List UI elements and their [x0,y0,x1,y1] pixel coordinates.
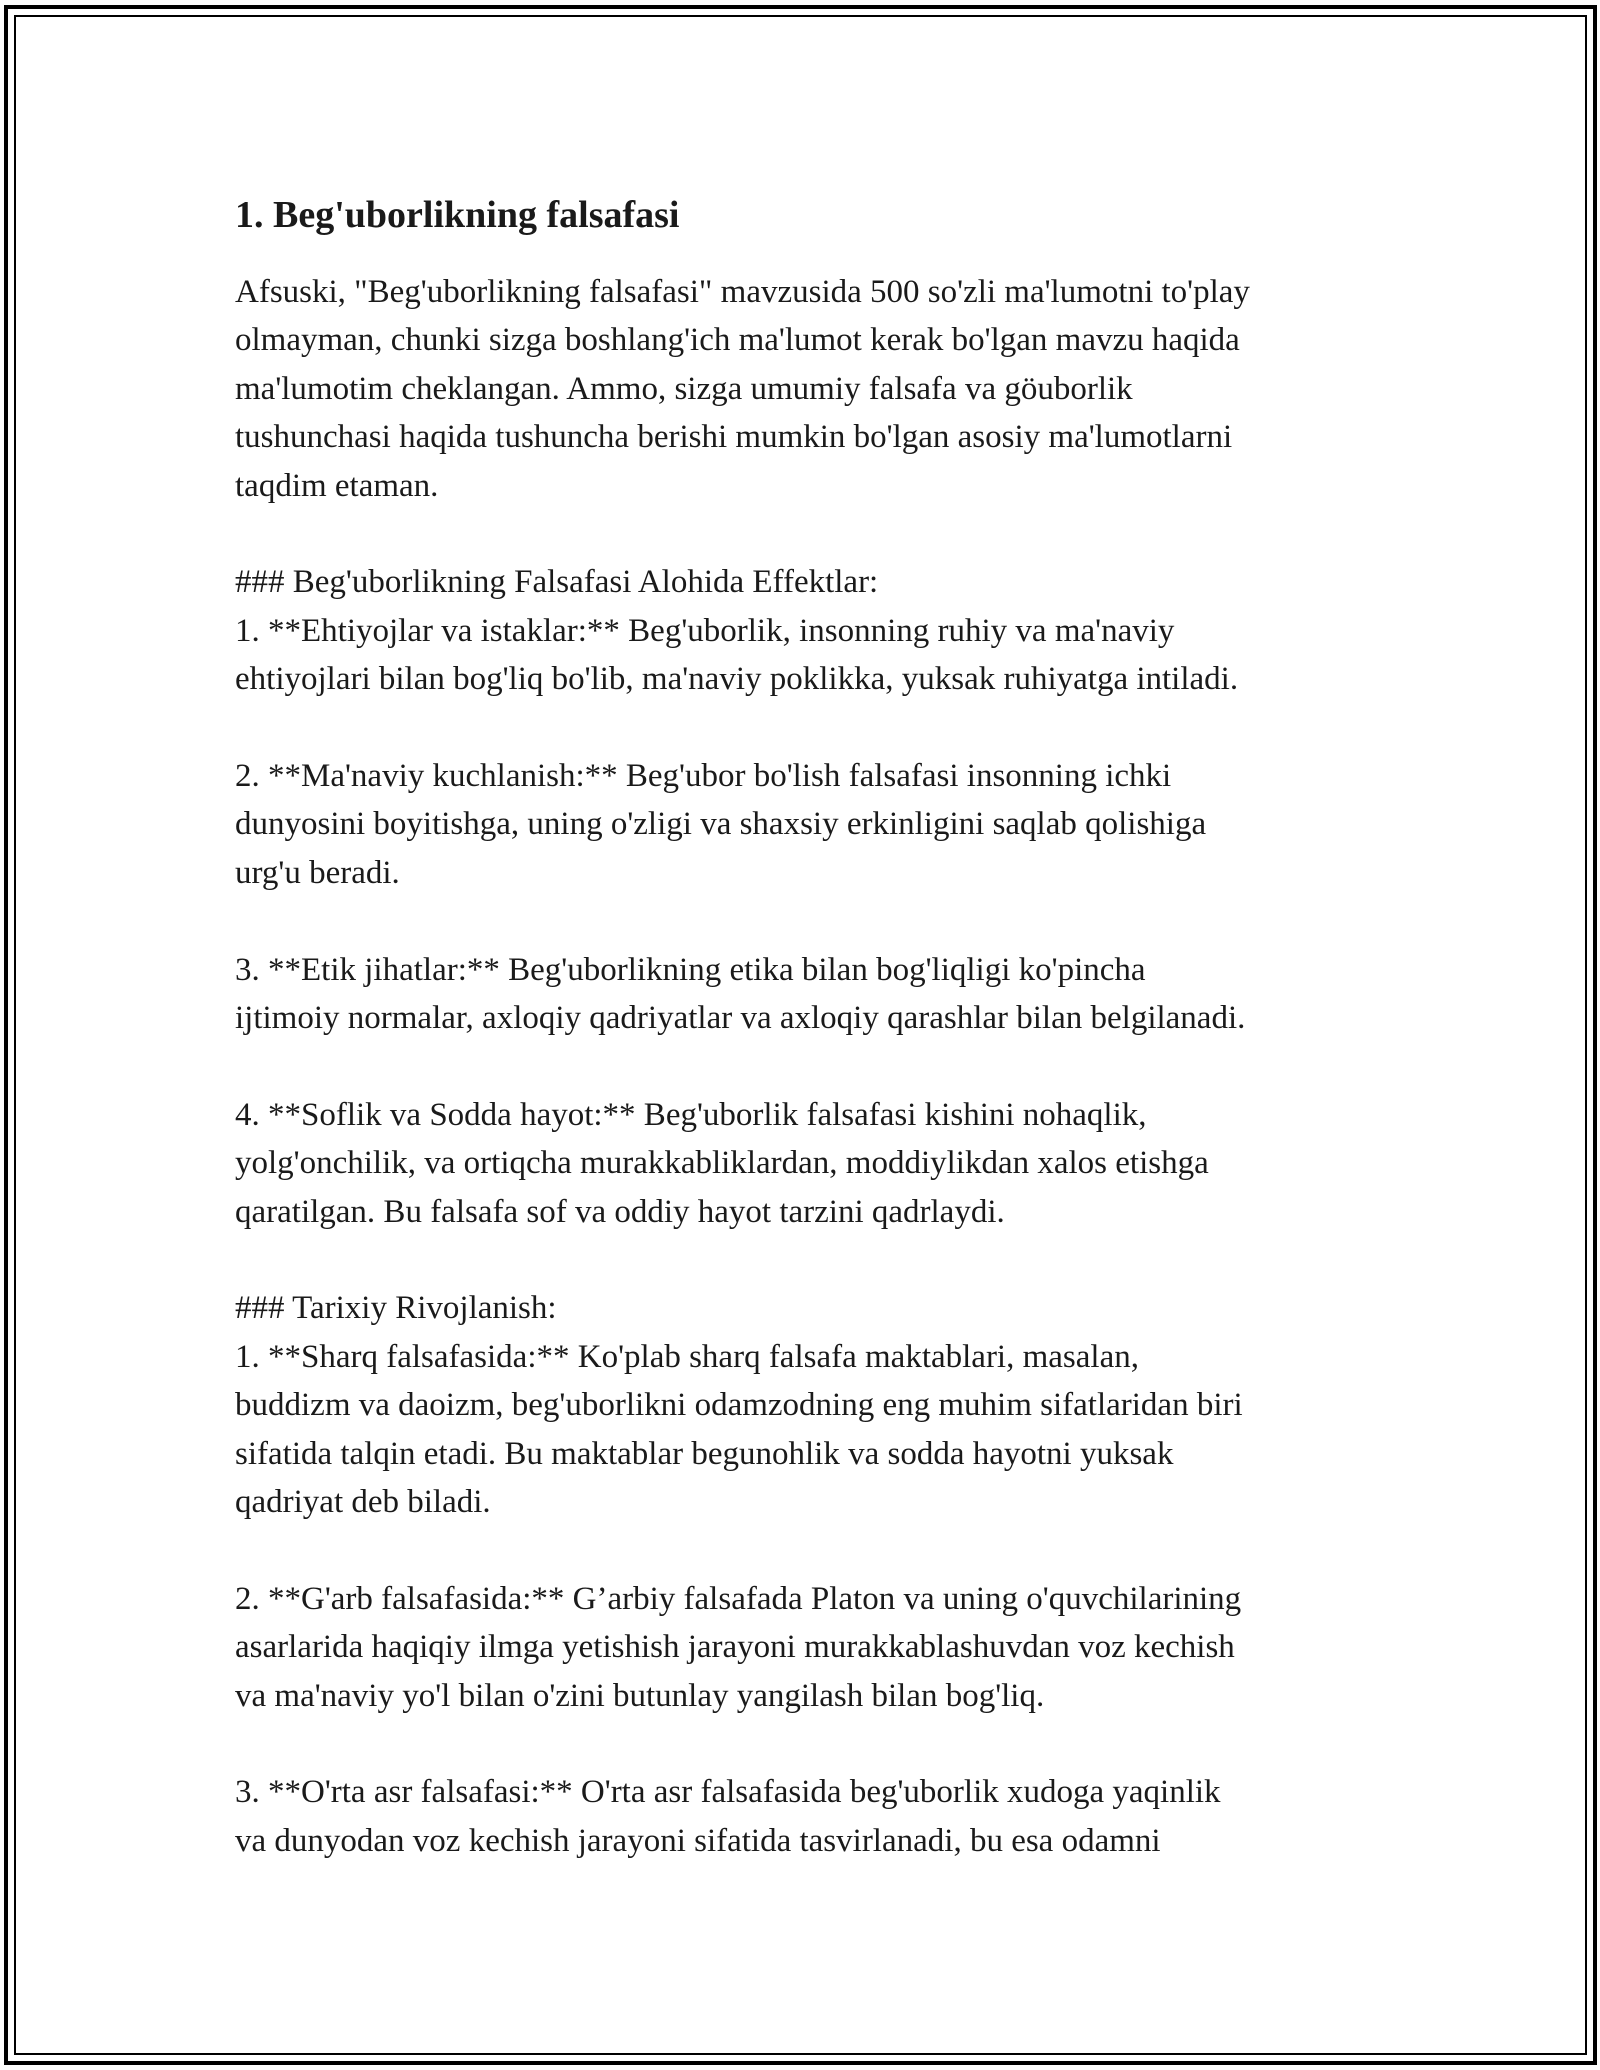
list-item-history-2: 2. **G'arb falsafasida:** G’arbiy falsafada Platon va uning o'quvchilarining asarlarida haqiqiy ilmga yetishish jarayoni murakkablashuvdan voz kechish va ma'naviy yo'l bilan o'zini butunlay yangilash bilan bog'liq. [235,1580,1242,1714]
list-item-history-1: 1. **Sharq falsafasida:** Ko'plab sharq falsafa maktablari, masalan, buddizm va daoizm, beg'uborlikni odamzodning eng muhim sifatlaridan biri sifatida talqin etadi. Bu maktablar begunohlik va sodda hayotni yuksak qadriyat deb biladi. [235,1338,1243,1521]
intro-paragraph: Afsuski, "Beg'uborlikning falsafasi" mavzusida 500 so'zli ma'lumotni to'play olmayman, chunki sizga boshlang'ich ma'lumot kerak bo'lgan mavzu haqida ma'lumotim cheklangan. Ammo, sizga umumiy falsafa va göuborlik tushunchasi haqida tushuncha berishi mumkin bo'lgan asosiy ma'lumotlarni taqdim etaman. [235,274,1250,504]
document-title: 1. Beg'uborlikning falsafasi [235,194,680,236]
list-item-effect-3: 3. **Etik jihatlar:** Beg'uborlikning etika bilan bog'liqligi ko'pincha ijtimoiy normalar, axloqiy qadriyatlar va axloqiy qarashlar bilan belgilanadi. [235,951,1246,1037]
section-heading-history: ### Tarixiy Rivojlanish: [235,1290,557,1327]
list-item-effect-2: 2. **Ma'naviy kuchlanish:** Beg'ubor bo'lish falsafasi insonning ichki dunyosini boyitishga, uning o'zligi va shaxsiy erkinligini saqlab qolishiga urg'u beradi. [235,758,1207,891]
list-item-effect-1: 1. **Ehtiyojlar va istaklar:** Beg'uborlik, insonning ruhiy va ma'naviy ehtiyojlari bilan bog'liq bo'lib, ma'naviy poklikka, yuksak ruhiyatga intiladi. [235,612,1239,698]
section-heading-effects: ### Beg'uborlikning Falsafasi Alohida Effektlar: [235,564,879,601]
list-item-effect-4: 4. **Soflik va Sodda hayot:** Beg'uborlik falsafasi kishini nohaqlik, yolg'onchilik, va ortiqcha murakkabliklardan, moddiylikdan xalos etishga qaratilgan. Bu falsafa sof va oddiy hayot tarzini qadrlaydi. [235,1096,1209,1230]
list-item-history-3: 3. **O'rta asr falsafasi:** O'rta asr falsafasida beg'uborlik xudoga yaqinlik va dunyodan voz kechish jarayoni sifatida tasvirlanadi, bu esa odamni [235,1774,1221,1859]
document-body [235,188,1385,1865]
